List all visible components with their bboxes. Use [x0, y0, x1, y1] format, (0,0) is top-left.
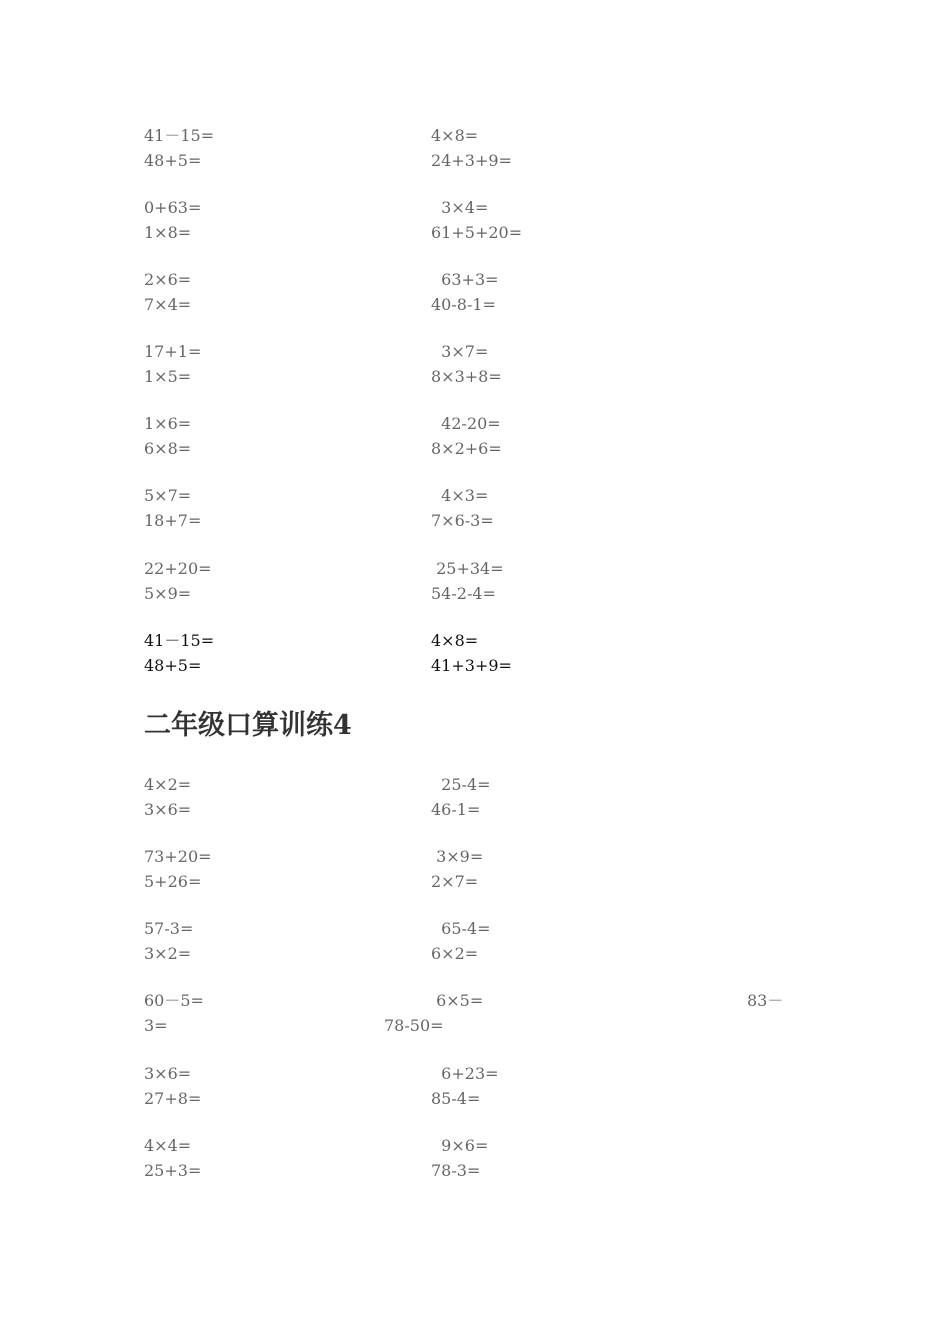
problem: 63+3= — [431, 270, 499, 289]
problem: 40-8-1= — [431, 295, 496, 314]
problem: 18+7= — [144, 511, 202, 530]
problem: 6×2= — [431, 944, 479, 963]
problem: 1×8= — [144, 223, 192, 242]
problem: 8×2+6= — [431, 439, 502, 458]
problem: 46-1= — [431, 800, 481, 819]
section-title: 二年级口算训练4 — [144, 710, 352, 741]
problem: 1×5= — [144, 367, 192, 386]
problem: 1×6= — [144, 414, 192, 433]
problem: 9×6= — [431, 1136, 489, 1155]
problem: 42-20= — [431, 414, 501, 433]
problem: 78-3= — [431, 1161, 481, 1180]
problem: 2×6= — [144, 270, 192, 289]
problem: 41－15= — [144, 631, 215, 650]
problem: 22+20= — [144, 559, 212, 578]
problem: 25+3= — [144, 1161, 202, 1180]
problem: 4×3= — [431, 486, 489, 505]
problem: 6×5= — [431, 991, 484, 1010]
problem: 3×4= — [431, 198, 489, 217]
problem: 48+5= — [144, 151, 202, 170]
problem: 6×8= — [144, 439, 192, 458]
problem: 41+3+9= — [431, 656, 512, 675]
problem: 78-50= — [384, 1016, 444, 1035]
problem: 5×7= — [144, 486, 192, 505]
problem: 3×6= — [144, 1064, 192, 1083]
problem: 3×7= — [431, 342, 489, 361]
problem: 3×6= — [144, 800, 192, 819]
problem: 4×8= — [431, 126, 479, 145]
problem: 41－15= — [144, 126, 215, 145]
problem: 57-3= — [144, 919, 194, 938]
problem: 4×8= — [431, 631, 479, 650]
problem: 25+34= — [431, 559, 504, 578]
problem: 5×9= — [144, 584, 192, 603]
problem: 7×4= — [144, 295, 192, 314]
problem: 25-4= — [431, 775, 491, 794]
problem: 5+26= — [144, 872, 202, 891]
problem: 61+5+20= — [431, 223, 523, 242]
problem: 4×2= — [144, 775, 192, 794]
problem: 65-4= — [431, 919, 491, 938]
problem: 83－ — [747, 991, 784, 1010]
problem: 3= — [144, 1016, 168, 1035]
problem: 3×9= — [431, 847, 484, 866]
problem: 54-2-4= — [431, 584, 496, 603]
problem: 6+23= — [431, 1064, 499, 1083]
problem: 17+1= — [144, 342, 202, 361]
problem: 4×4= — [144, 1136, 192, 1155]
problem: 2×7= — [431, 872, 479, 891]
problem: 24+3+9= — [431, 151, 512, 170]
problem: 48+5= — [144, 656, 202, 675]
problem: 27+8= — [144, 1089, 202, 1108]
problem: 3×2= — [144, 944, 192, 963]
problem: 0+63= — [144, 198, 202, 217]
problem: 73+20= — [144, 847, 212, 866]
problem: 60－5= — [144, 991, 204, 1010]
problem: 85-4= — [431, 1089, 481, 1108]
problem: 7×6-3= — [431, 511, 494, 530]
problem: 8×3+8= — [431, 367, 502, 386]
